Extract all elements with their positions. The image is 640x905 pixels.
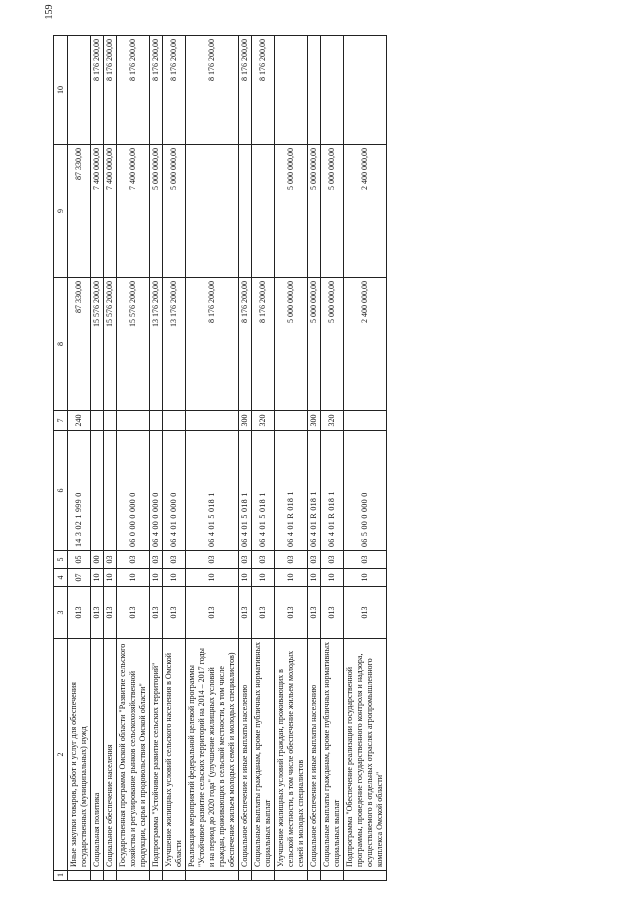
cell-target-article-code — [91, 431, 104, 551]
cell-section-code: 10 — [275, 569, 308, 587]
cell-target-article-code: 06 4 01 5 018 1 — [252, 431, 275, 551]
column-number-row — [54, 36, 68, 881]
cell-amount-regional: 87 330,00 — [68, 145, 91, 278]
page-number: 159 — [44, 4, 55, 20]
cell-amount-federal: 8 176 200,00 — [186, 36, 239, 145]
cell-row-number — [252, 871, 275, 881]
column-number-5: 5 — [54, 551, 68, 569]
cell-amount-regional: 5 000 000,00 — [308, 145, 321, 278]
table-row — [68, 36, 91, 881]
cell-amount-total: 15 576 200,00 — [91, 278, 104, 411]
cell-section-code: 10 — [91, 569, 104, 587]
cell-subsection-code: 03 — [252, 551, 275, 569]
table-body — [54, 36, 387, 881]
cell-amount-federal: 8 176 200,00 — [252, 36, 275, 145]
cell-subsection-code: 03 — [104, 551, 117, 569]
cell-amount-total: 13 176 200,00 — [150, 278, 163, 411]
cell-ministry-code: 013 — [308, 587, 321, 639]
column-number-4: 4 — [54, 569, 68, 587]
cell-amount-regional: 7 400 000,00 — [91, 145, 104, 278]
cell-subsection-code: 05 — [68, 551, 91, 569]
cell-subsection-code: 03 — [186, 551, 239, 569]
cell-ministry-code: 013 — [91, 587, 104, 639]
cell-section-code: 10 — [308, 569, 321, 587]
cell-amount-federal: 8 176 200,00 — [163, 36, 186, 145]
cell-amount-total: 8 176 200,00 — [252, 278, 275, 411]
cell-section-code: 10 — [239, 569, 252, 587]
cell-target-article-code: 06 4 01 R 018 1 — [275, 431, 308, 551]
cell-item-name: Улучшение жилищных условий граждан, проживающих в сельской местности, в том числе обеспечение жильем молодых семей и молодых специалистов — [275, 639, 308, 871]
cell-row-number — [275, 871, 308, 881]
cell-expense-type-code: 320 — [321, 411, 344, 431]
cell-section-code: 07 — [68, 569, 91, 587]
cell-section-code: 10 — [117, 569, 150, 587]
cell-row-number — [104, 871, 117, 881]
cell-target-article-code: 06 4 00 0 000 0 — [150, 431, 163, 551]
table-row — [91, 36, 104, 881]
cell-section-code: 10 — [163, 569, 186, 587]
table-row — [321, 36, 344, 881]
cell-item-name: Социальное обеспечение населения — [104, 639, 117, 871]
cell-amount-total: 8 176 200,00 — [186, 278, 239, 411]
cell-amount-regional: 7 400 000,00 — [117, 145, 150, 278]
cell-amount-total: 5 000 000,00 — [275, 278, 308, 411]
cell-amount-federal: 8 176 200,00 — [239, 36, 252, 145]
cell-item-name: Социальное обеспечение и иные выплаты населению — [308, 639, 321, 871]
cell-amount-regional: 5 000 000,00 — [321, 145, 344, 278]
cell-amount-federal — [344, 36, 387, 145]
table-row — [150, 36, 163, 881]
cell-amount-total: 2 400 000,00 — [344, 278, 387, 411]
cell-subsection-code: 03 — [275, 551, 308, 569]
cell-amount-total: 15 576 200,00 — [117, 278, 150, 411]
cell-ministry-code: 013 — [344, 587, 387, 639]
cell-target-article-code: 06 4 01 0 000 0 — [163, 431, 186, 551]
cell-ministry-code: 013 — [239, 587, 252, 639]
table-row — [275, 36, 308, 881]
column-number-2: 2 — [54, 639, 68, 871]
cell-row-number — [91, 871, 104, 881]
cell-amount-regional: 5 000 000,00 — [150, 145, 163, 278]
budget-table — [53, 35, 387, 881]
column-number-9: 9 — [54, 145, 68, 278]
cell-expense-type-code — [186, 411, 239, 431]
table-row — [252, 36, 275, 881]
cell-amount-regional — [239, 145, 252, 278]
cell-target-article-code: 06 4 01 5 018 1 — [186, 431, 239, 551]
cell-section-code: 10 — [104, 569, 117, 587]
cell-row-number — [239, 871, 252, 881]
column-number-1: 1 — [54, 871, 68, 881]
cell-amount-regional: 2 400 000,00 — [344, 145, 387, 278]
cell-item-name: Подпрограмма "Устойчивое развитие сельских территорий" — [150, 639, 163, 871]
cell-target-article-code: 06 4 01 5 018 1 — [239, 431, 252, 551]
cell-subsection-code: 03 — [344, 551, 387, 569]
cell-subsection-code: 03 — [308, 551, 321, 569]
cell-subsection-code: 03 — [117, 551, 150, 569]
cell-subsection-code: 00 — [91, 551, 104, 569]
cell-item-name: Государственная программа Омской области "Развитие сельского хозяйства и регулирование рынков сельскохозяйственной продукции, сырья и продовольствия Омской области" — [117, 639, 150, 871]
cell-row-number — [68, 871, 91, 881]
table-row — [104, 36, 117, 881]
cell-amount-total: 13 176 200,00 — [163, 278, 186, 411]
cell-amount-federal: 8 176 200,00 — [104, 36, 117, 145]
cell-expense-type-code — [150, 411, 163, 431]
cell-amount-total: 5 000 000,00 — [321, 278, 344, 411]
cell-amount-regional — [252, 145, 275, 278]
cell-ministry-code: 013 — [104, 587, 117, 639]
cell-amount-federal: 8 176 200,00 — [117, 36, 150, 145]
cell-expense-type-code — [163, 411, 186, 431]
cell-amount-federal — [321, 36, 344, 145]
cell-item-name: Социальные выплаты гражданам, кроме публичных нормативных социальных выплат — [321, 639, 344, 871]
cell-amount-total: 15 576 200,00 — [104, 278, 117, 411]
table-row — [344, 36, 387, 881]
cell-amount-federal — [68, 36, 91, 145]
cell-amount-federal: 8 176 200,00 — [150, 36, 163, 145]
column-number-8: 8 — [54, 278, 68, 411]
cell-target-article-code: 06 0 00 0 000 0 — [117, 431, 150, 551]
cell-section-code: 10 — [252, 569, 275, 587]
cell-amount-federal — [308, 36, 321, 145]
table-row — [117, 36, 150, 881]
cell-section-code: 10 — [321, 569, 344, 587]
cell-row-number — [150, 871, 163, 881]
cell-expense-type-code — [91, 411, 104, 431]
cell-amount-total: 5 000 000,00 — [308, 278, 321, 411]
cell-expense-type-code — [275, 411, 308, 431]
table-row — [186, 36, 239, 881]
cell-subsection-code: 03 — [150, 551, 163, 569]
cell-amount-regional: 5 000 000,00 — [275, 145, 308, 278]
cell-item-name: Улучшение жилищных условий сельского населения в Омской области — [163, 639, 186, 871]
cell-target-article-code: 06 4 01 R 018 1 — [308, 431, 321, 551]
cell-item-name: Подпрограмма "Обеспечение реализации государственной программы, проведение государственного контроля и надзора, осуществляемого в отдельных отраслях агропромышленного комплекса Омской области" — [344, 639, 387, 871]
cell-row-number — [308, 871, 321, 881]
cell-expense-type-code — [344, 411, 387, 431]
cell-ministry-code: 013 — [252, 587, 275, 639]
cell-amount-total: 8 176 200,00 — [239, 278, 252, 411]
table-row — [163, 36, 186, 881]
cell-ministry-code: 013 — [321, 587, 344, 639]
cell-target-article-code: 06 4 01 R 018 1 — [321, 431, 344, 551]
cell-amount-regional: 7 400 000,00 — [104, 145, 117, 278]
cell-row-number — [163, 871, 186, 881]
cell-row-number — [344, 871, 387, 881]
cell-expense-type-code — [117, 411, 150, 431]
cell-target-article-code: 14 3 02 1 999 0 — [68, 431, 91, 551]
cell-amount-total: 87 330,00 — [68, 278, 91, 411]
cell-section-code: 10 — [344, 569, 387, 587]
cell-item-name: Социальная политика — [91, 639, 104, 871]
cell-target-article-code — [104, 431, 117, 551]
table-row — [239, 36, 252, 881]
cell-amount-federal — [275, 36, 308, 145]
cell-ministry-code: 013 — [186, 587, 239, 639]
cell-row-number — [117, 871, 150, 881]
column-number-10: 10 — [54, 36, 68, 145]
cell-expense-type-code: 320 — [252, 411, 275, 431]
cell-ministry-code: 013 — [150, 587, 163, 639]
column-number-3: 3 — [54, 587, 68, 639]
cell-ministry-code: 013 — [275, 587, 308, 639]
cell-expense-type-code — [104, 411, 117, 431]
cell-target-article-code: 06 5 00 0 000 0 — [344, 431, 387, 551]
cell-row-number — [321, 871, 344, 881]
cell-subsection-code: 03 — [163, 551, 186, 569]
cell-subsection-code: 03 — [321, 551, 344, 569]
cell-amount-regional — [186, 145, 239, 278]
cell-section-code: 10 — [150, 569, 163, 587]
column-number-7: 7 — [54, 411, 68, 431]
cell-expense-type-code: 300 — [308, 411, 321, 431]
cell-amount-federal: 8 176 200,00 — [91, 36, 104, 145]
cell-item-name: Реализация мероприятий федеральной целевой программы "Устойчивое развитие сельских территорий на 2014 – 2017 годы и на период до 2020 года" (улучшение жилищных условий граждан, проживающих в сельской местности, в том числе обеспечение жильем молодых семей и молодых специалистов) — [186, 639, 239, 871]
cell-section-code: 10 — [186, 569, 239, 587]
cell-item-name: Иные закупки товаров, работ и услуг для обеспечения государственных (муниципальных) нужд — [68, 639, 91, 871]
cell-item-name: Социальное обеспечение и иные выплаты населению — [239, 639, 252, 871]
cell-ministry-code: 013 — [68, 587, 91, 639]
cell-amount-regional: 5 000 000,00 — [163, 145, 186, 278]
table-row — [308, 36, 321, 881]
cell-expense-type-code: 300 — [239, 411, 252, 431]
cell-subsection-code: 03 — [239, 551, 252, 569]
cell-row-number — [186, 871, 239, 881]
column-number-6: 6 — [54, 431, 68, 551]
cell-ministry-code: 013 — [117, 587, 150, 639]
cell-item-name: Социальные выплаты гражданам, кроме публичных нормативных социальных выплат — [252, 639, 275, 871]
cell-ministry-code: 013 — [163, 587, 186, 639]
rotated-budget-table — [53, 36, 387, 881]
cell-expense-type-code: 240 — [68, 411, 91, 431]
